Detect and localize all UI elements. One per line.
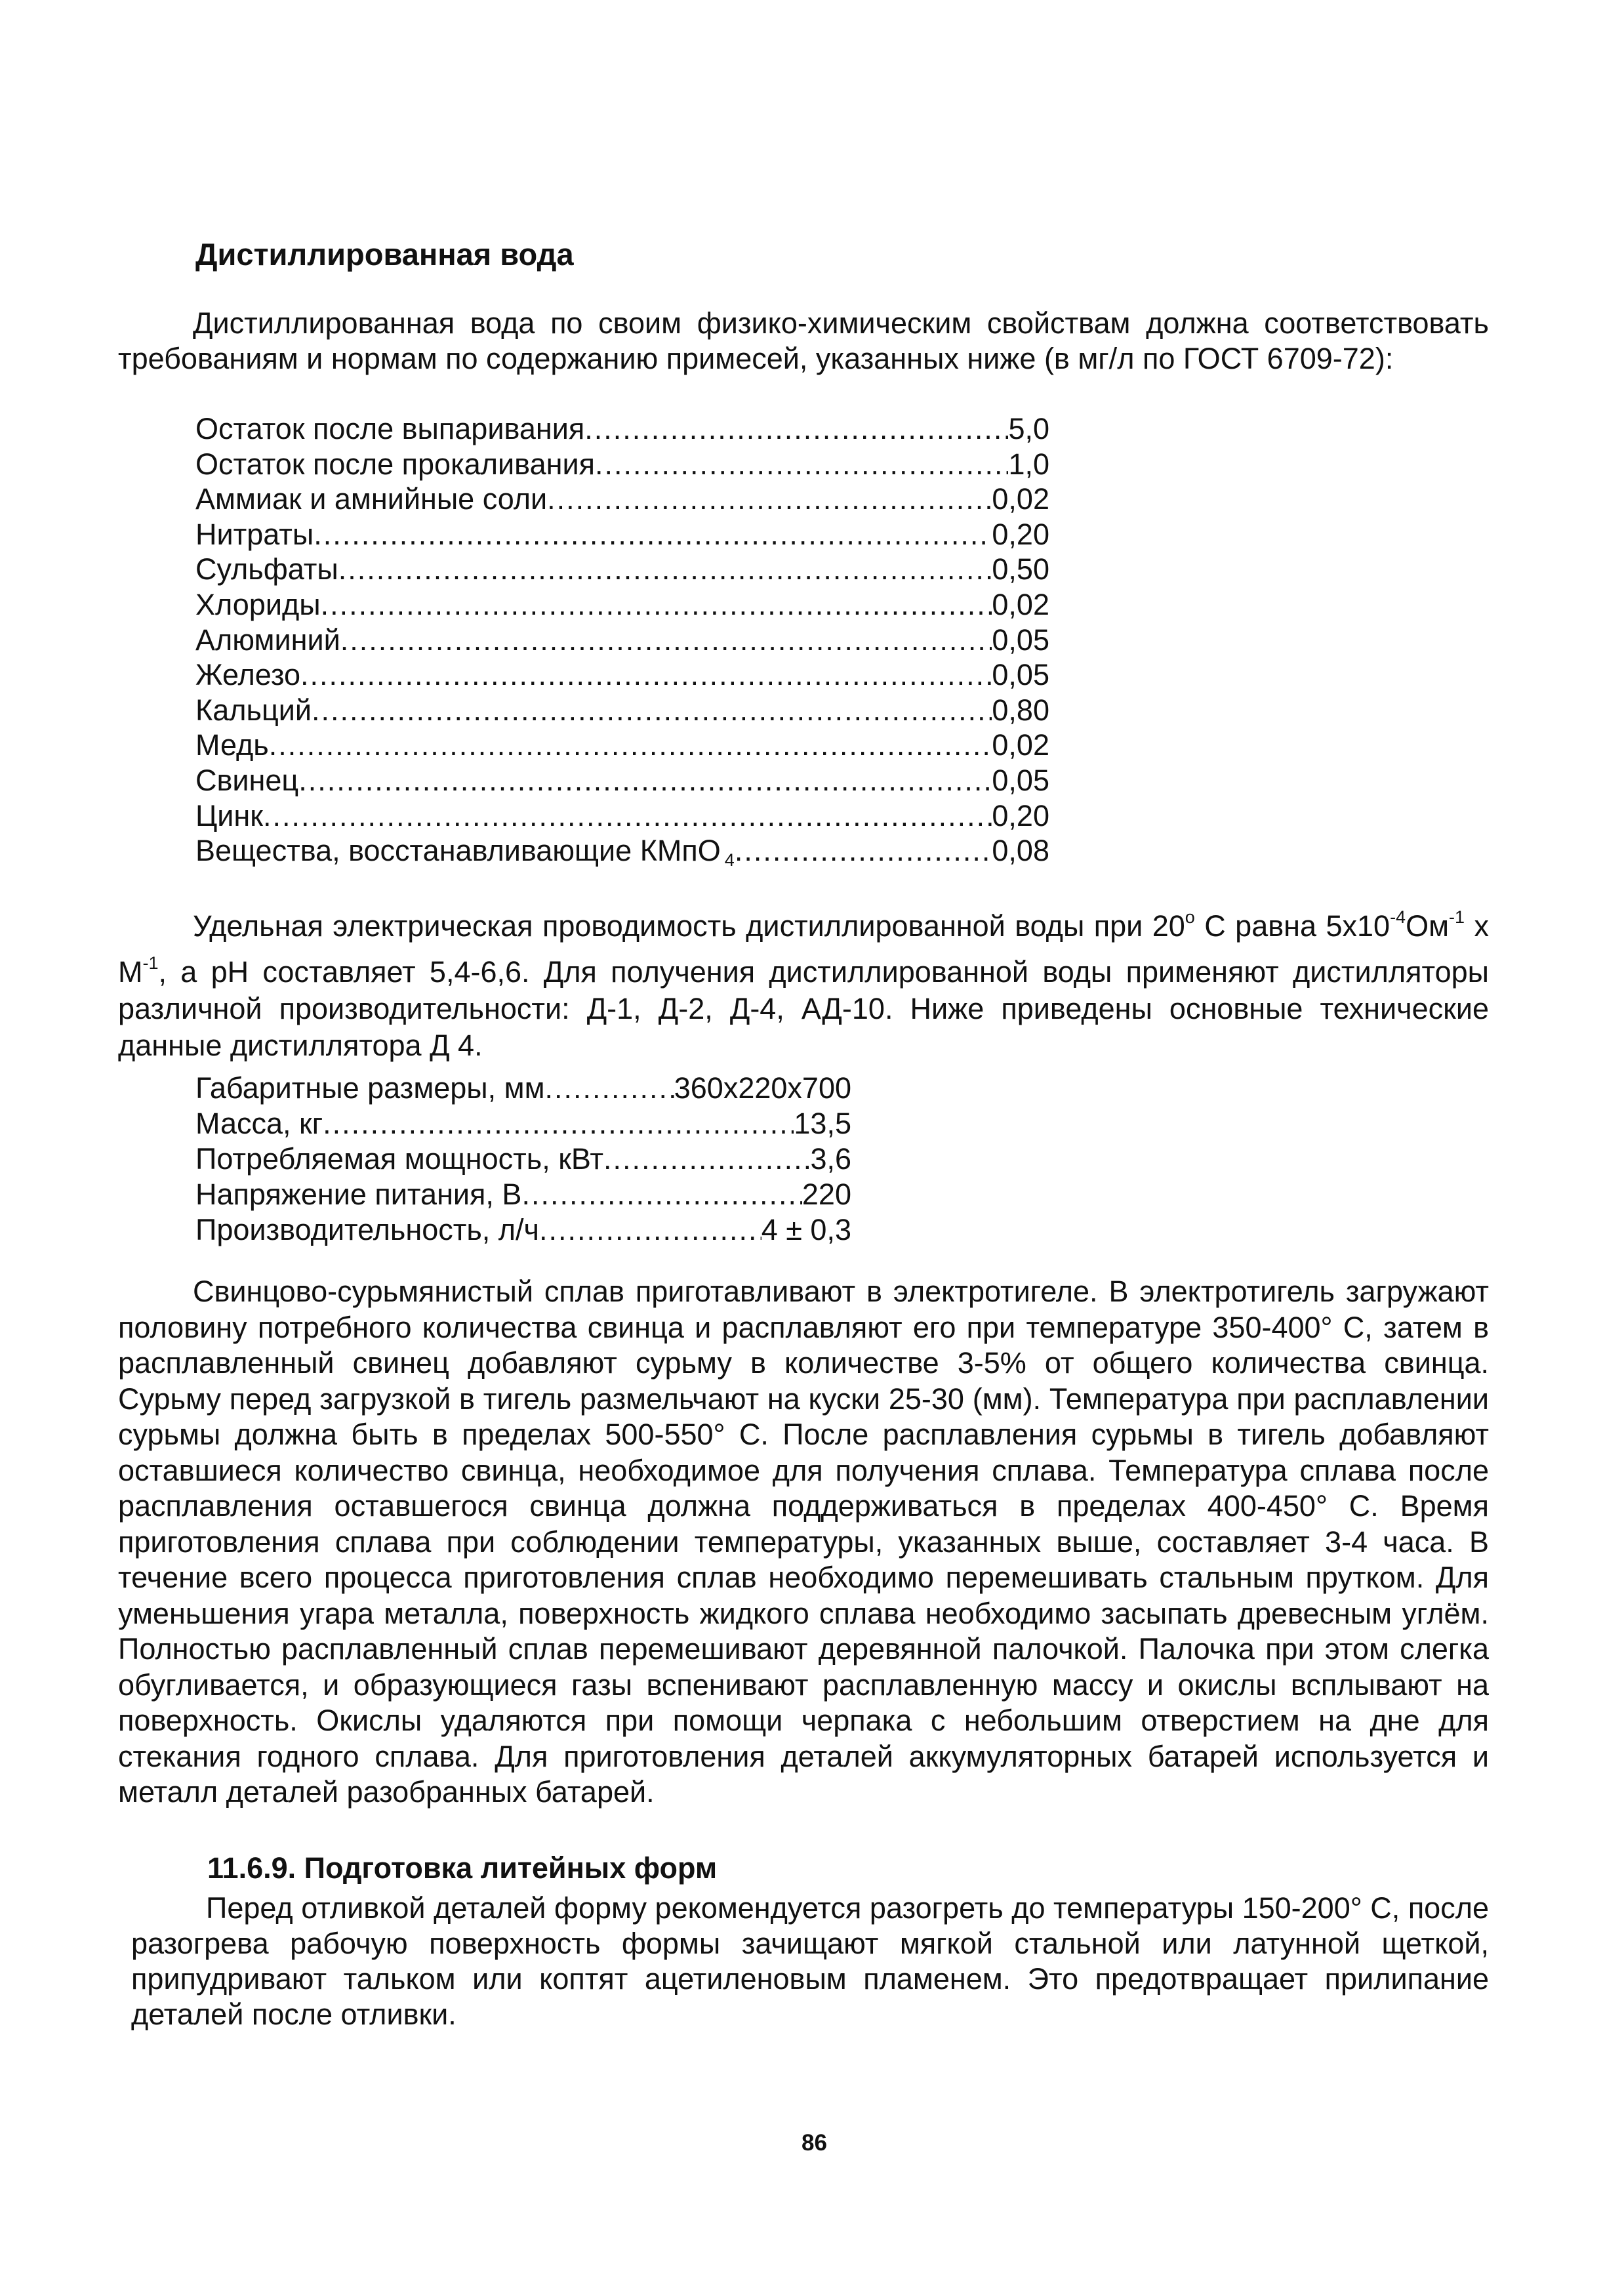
list-item: Габаритные размеры, мм ..... 360х220х700 [195,1071,851,1107]
list-item: Остаток после выпаривания ..... 5,0 [195,412,1049,447]
list-item: Медь ..... 0,02 [195,728,1049,764]
list-item: Остаток после прокаливания ..... 1,0 [195,447,1049,483]
section-heading: Дистиллированная вода [195,237,574,272]
impurity-list [195,412,1049,869]
list-item: Производительность, л/ч ..... 4 ± 0,3 [195,1213,851,1248]
alloy-paragraph: Свинцово-сурьмянистый сплав приготавливают в электротигеле. В электротигель загружают половину потребного количества свинца и расплавляют его при температуре 350-400° С, затем в расплавленный свинец добавляют сурьму в количестве 3-5% от общего количества свинца. Сурьму перед загрузкой в тигель размельчают на куски 25-30 (мм). Температура при расплавлении сурьмы должна быть в пределах 500-550° С. После расплавления сурьмы в тигель добавляют оставшиеся количество свинца, необходимое для получения сплава. Температура сплава после расплавления оставшегося свинца должна поддерживаться в пределах 400-450° С. Время приготовления сплава при соблюдении температуры, указанных выше, составляет 3-4 часа. В течение всего процесса приготовления сплав необходимо перемешивать стальным прутком. Для уменьшения угара металла, поверхность жидкого сплава необходимо засыпать древесным углём. Полностью расплавленный сплав перемешивают деревянной палочкой. Палочка при этом слегка обугливается, и образующиеся газы вспенивают расплавленную массу и окислы всплывают на поверхность. Окислы удаляются при помощи черпака с небольшим отверстием на дне для стекания годного сплава. Для приготовления деталей аккумуляторных батарей используется и металл деталей разобранных батарей. [118,1275,1489,1809]
conductivity-paragraph: Удельная электрическая проводимость дистиллированной воды при 20$^o$ С равна $5х10^{-4}Ом^{-1}$ х $М^{-1}$, а рН составляет 5,4-6,6. Для получения дистиллированной воды применяют дистилляторы различной производительности: Д-1, Д-2, Д-4, АД-10. Ниже приведены основные технические данные дистиллятора Д 4. [118,907,1489,1062]
page-number: 86 [802,2130,827,2156]
list-item: Цинк ..... 0,20 [195,799,1049,834]
list-item: Свинец ..... 0,05 [195,764,1049,799]
section-title: 11.6.9. Подготовка литейных форм [207,1851,718,1885]
list-item: Алюминий ..... 0,05 [195,623,1049,659]
list-item: Сульфаты ..... 0,50 [195,552,1049,588]
list-item: Напряжение питания, В ..... 220 [195,1178,851,1213]
list-item: Железо ..... 0,05 [195,658,1049,693]
list-item: Нитраты ..... 0,20 [195,518,1049,553]
list-item: Вещества, восстанавливающие КМпО $_4$ ..... 0,08 [195,834,1049,869]
intro-paragraph: Дистиллированная вода по своим физико-химическим свойствам должна соответствовать требованиям и нормам по содержанию примесей, указанных ниже (в мг/л по ГОСТ 6709-72): [118,306,1489,375]
list-item: Хлориды ..... 0,02 [195,588,1049,623]
molds-paragraph: Перед отливкой деталей форму рекомендуется разогреть до температуры 150-200° С, после разогрева рабочую поверхность формы зачищают мягкой стальной или латунной щеткой, припудривают тальком или коптят ацетиленовым пламенем. Это предотвращает прилипание деталей после отливки. [131,1891,1489,2031]
tech-spec-list [195,1071,851,1248]
list-item: Потребляемая мощность, кВт ..... 3,6 [195,1142,851,1178]
list-item: Кальций ..... 0,80 [195,693,1049,729]
list-item: Масса, кг ..... 13,5 [195,1107,851,1142]
list-item: Аммиак и амнийные соли ..... 0,02 [195,482,1049,518]
